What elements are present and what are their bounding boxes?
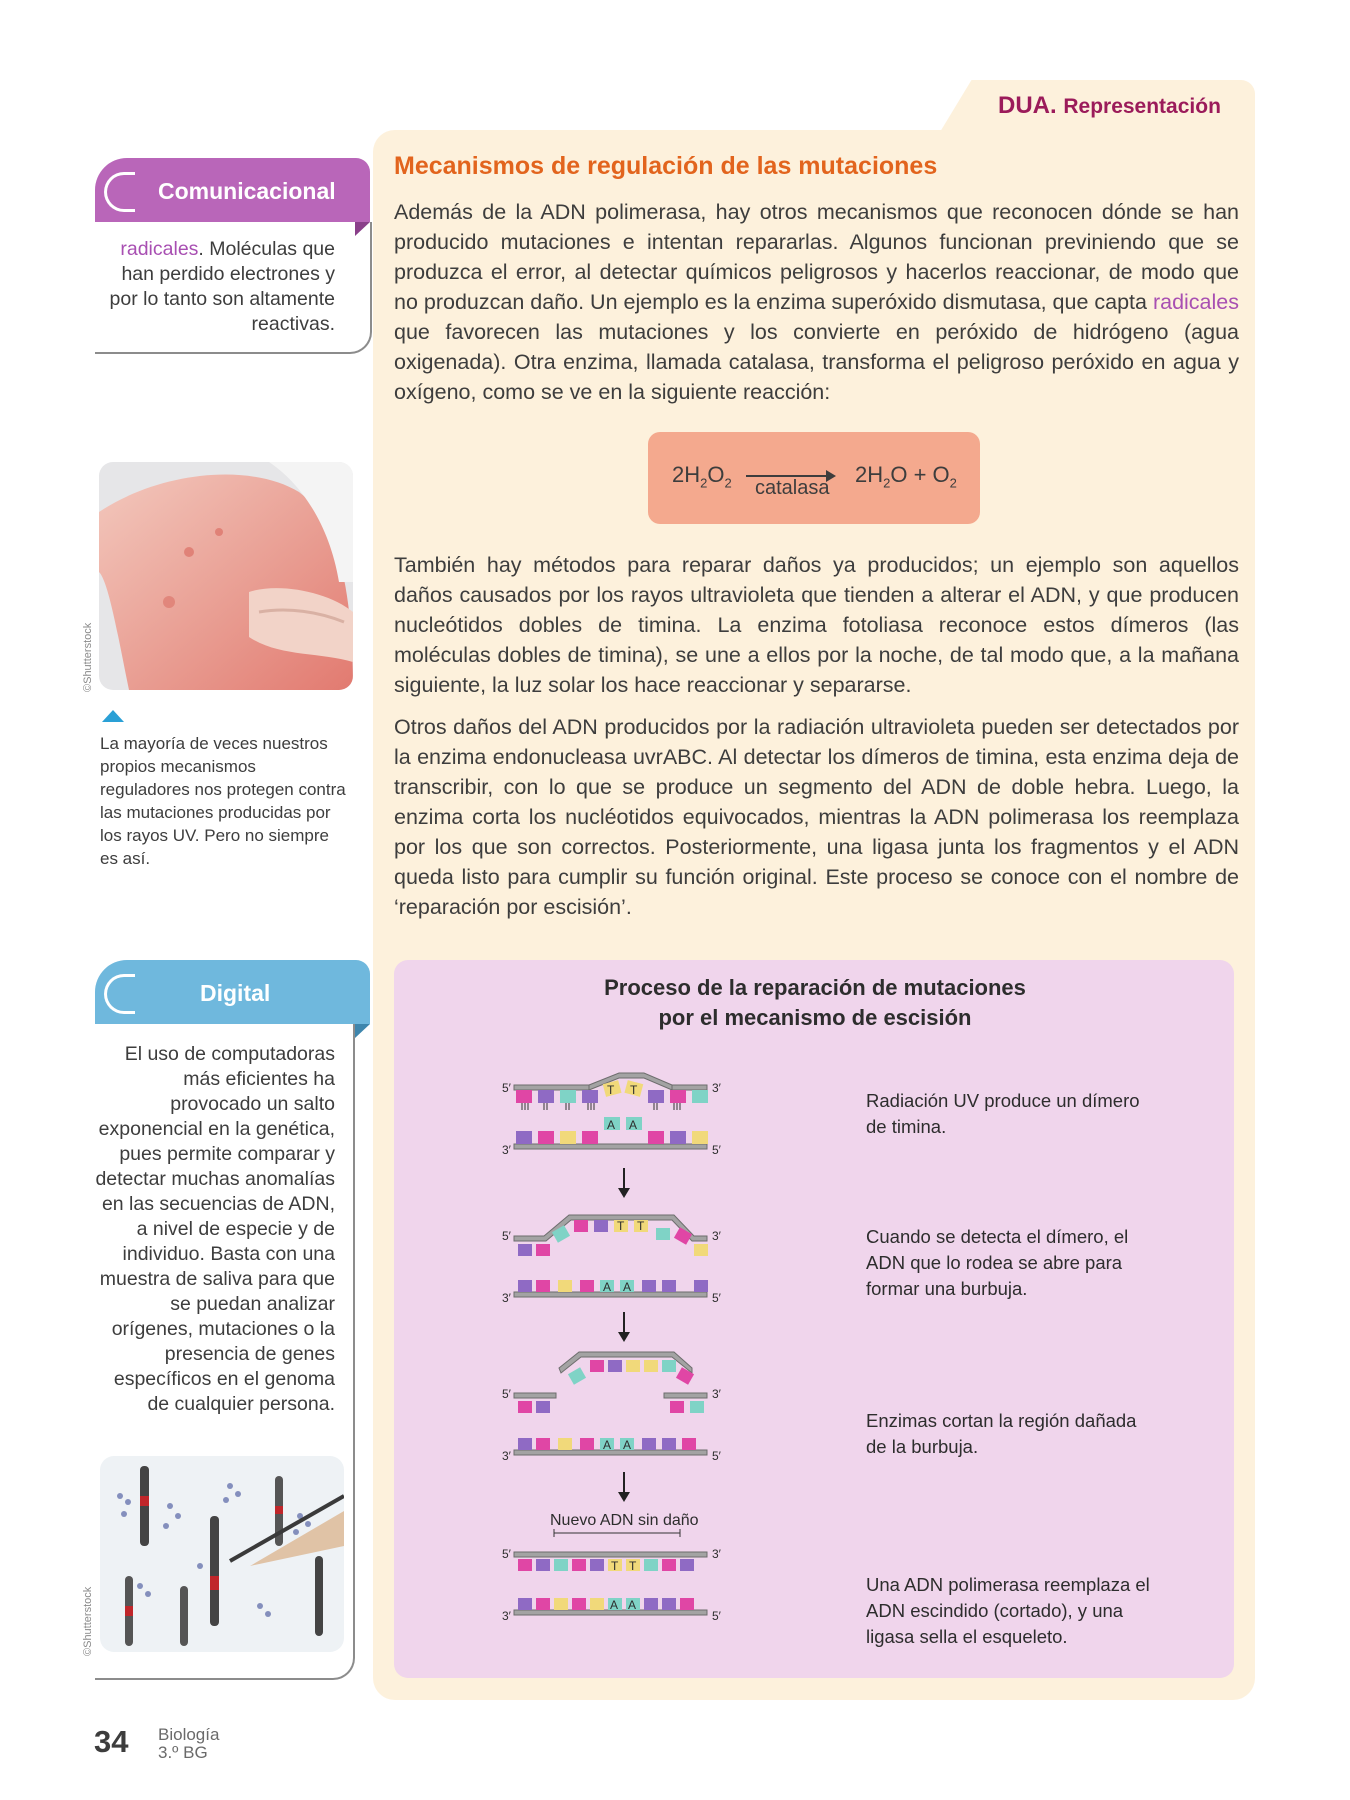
svg-text:T: T xyxy=(611,1559,619,1573)
svg-text:5′: 5′ xyxy=(712,1449,721,1463)
svg-text:5′: 5′ xyxy=(502,1081,511,1095)
svg-text:T: T xyxy=(630,1083,638,1097)
svg-text:T: T xyxy=(607,1083,615,1097)
keyword-radicales: radicales xyxy=(1152,290,1239,314)
paragraph-3: Otros daños del ADN producidos por la radiación ultravioleta pueden ser detectados por la enzima endonucleasa uvrABC. Al detectar los dímeros de timina, esta enzima deja de transcribir, con lo que se produce un segmento del ADN de doble hebra. Luego, la enzima corta los nucléotidos equivocados, mientras la ADN polimerasa los reemplaza por los que son correctos. Posteriormente, una ligasa junta los fragmentos y el ADN queda listo para cumplir su función original. Este proceso se conoce con el nombre de ‘reparación por escisión’. xyxy=(394,715,1239,919)
svg-text:3′: 3′ xyxy=(712,1229,721,1243)
svg-text:5′: 5′ xyxy=(712,1291,721,1305)
dna-step-2 xyxy=(502,1215,722,1305)
svg-text:A: A xyxy=(629,1118,638,1132)
reaction-reactant: $2H_2O_2$ xyxy=(672,462,732,491)
svg-text:3′: 3′ xyxy=(502,1291,511,1305)
svg-text:A: A xyxy=(603,1280,612,1294)
svg-text:5′: 5′ xyxy=(502,1229,511,1243)
photo-caption: La mayoría de veces nuestros propios mecanismos reguladores nos protegen contra las mutaciones producidas por los rayos UV. Pero no siempre es así. xyxy=(100,734,346,868)
digital-text: El uso de computadoras más eficientes ha provocado un salto exponencial en la genética, pues permite comparar y detectar muchas anomalías en las secuencias de ADN, a nivel de especie y de individuo. Basta con una muestra de saliva para que se puedan analizar orígenes, mutaciones o la presencia de genes específicos en el genoma de cualquier persona. xyxy=(95,1043,335,1415)
caption-triangle-icon xyxy=(102,710,124,722)
svg-text:A: A xyxy=(628,1598,637,1612)
paragraph-2: También hay métodos para reparar daños ya producidos; un ejemplo son aquellos daños causados por los rayos ultravioleta que tienden a alterar el ADN, y que producen nucleótidos dobles de timina. La enzima fotoliasa reconoce estos dímeros (las moléculas dobles de timina), se une a ellos por la noche, de tal modo que, a la mañana siguiente, la luz solar los hace reaccionar y separarse. xyxy=(394,553,1239,697)
tab-fold xyxy=(355,1024,370,1038)
svg-text:A: A xyxy=(623,1280,632,1294)
dna-step-4 xyxy=(502,1512,722,1623)
arrow-down-icon xyxy=(618,1472,630,1502)
photo-credit: ©Shutterstock xyxy=(82,622,94,692)
arrow-down-icon xyxy=(618,1312,630,1342)
svg-text:5′: 5′ xyxy=(712,1609,721,1623)
sunburn-photo xyxy=(99,462,353,690)
reaction-products: $2H_2O + O_2$ xyxy=(855,462,957,491)
dna-repair-diagram xyxy=(394,1040,854,1680)
diagram-title: Proceso de la reparación de mutaciones por el mecanismo de escisión xyxy=(604,975,1026,1030)
svg-text:A: A xyxy=(610,1598,619,1612)
new-dna-label: Nuevo ADN sin daño xyxy=(550,1512,699,1529)
karyotype-photo xyxy=(100,1456,344,1652)
section-title: Mecanismos de regulación de las mutaciones xyxy=(394,152,938,180)
svg-text:5′: 5′ xyxy=(502,1387,511,1401)
svg-text:3′: 3′ xyxy=(502,1143,511,1157)
svg-text:T: T xyxy=(637,1219,645,1233)
step-4-text: Una ADN polimerasa reemplaza el ADN escindido (cortado), y una ligasa sella el esqueleto. xyxy=(866,1574,1150,1647)
dna-step-3 xyxy=(502,1352,722,1463)
footer-subject: Biología 3.º BG xyxy=(158,1725,220,1762)
dua-header: DUA. Representación xyxy=(998,92,1221,119)
digital-label: Digital xyxy=(200,980,271,1006)
photo-credit: ©Shutterstock xyxy=(82,1586,94,1656)
arrow-down-icon xyxy=(618,1168,630,1198)
svg-text:A: A xyxy=(607,1118,616,1132)
svg-text:3′: 3′ xyxy=(502,1609,511,1623)
comunicacional-text: radicales. Moléculas que han perdido electrones y por lo tanto son altamente reactivas. xyxy=(109,238,335,335)
page-number: 34 xyxy=(94,1724,129,1759)
svg-text:T: T xyxy=(617,1219,625,1233)
step-1-text: Radiación UV produce un dímero de timina. xyxy=(866,1090,1140,1137)
reaction-enzyme: catalasa xyxy=(755,477,830,499)
svg-text:3′: 3′ xyxy=(502,1449,511,1463)
svg-text:T: T xyxy=(629,1559,637,1573)
svg-text:A: A xyxy=(603,1438,612,1452)
svg-text:3′: 3′ xyxy=(712,1547,721,1561)
step-3-text: Enzimas cortan la región dañada de la burbuja. xyxy=(866,1410,1137,1457)
step-2-text: Cuando se detecta el dímero, el ADN que lo rodea se abre para formar una burbuja. xyxy=(866,1226,1129,1299)
svg-text:3′: 3′ xyxy=(712,1387,721,1401)
svg-text:3′: 3′ xyxy=(712,1081,721,1095)
comunicacional-label: Comunicacional xyxy=(158,178,336,204)
paragraph-1: Además de la ADN polimerasa, hay otros mecanismos que reconocen dónde se han producido mutaciones e intentan repararlas. Algunos funcionan previniendo que se produzca el error, al detectar químicos peligrosos y hacerlos reaccionar, de modo que no produzcan daño. Un ejemplo es la enzima superóxido dismutasa, que capta radicales que favorecen las mutaciones y los convierte en peróxido de hidrógeno (agua oxigenada). Otra enzima, llamada catalasa, transforma el peligroso peróxido en agua y oxígeno, como se ve en la siguiente reacción: xyxy=(394,200,1239,404)
svg-text:5′: 5′ xyxy=(502,1547,511,1561)
svg-text:5′: 5′ xyxy=(712,1143,721,1157)
svg-text:A: A xyxy=(623,1438,632,1452)
dna-step-1 xyxy=(502,1073,722,1157)
